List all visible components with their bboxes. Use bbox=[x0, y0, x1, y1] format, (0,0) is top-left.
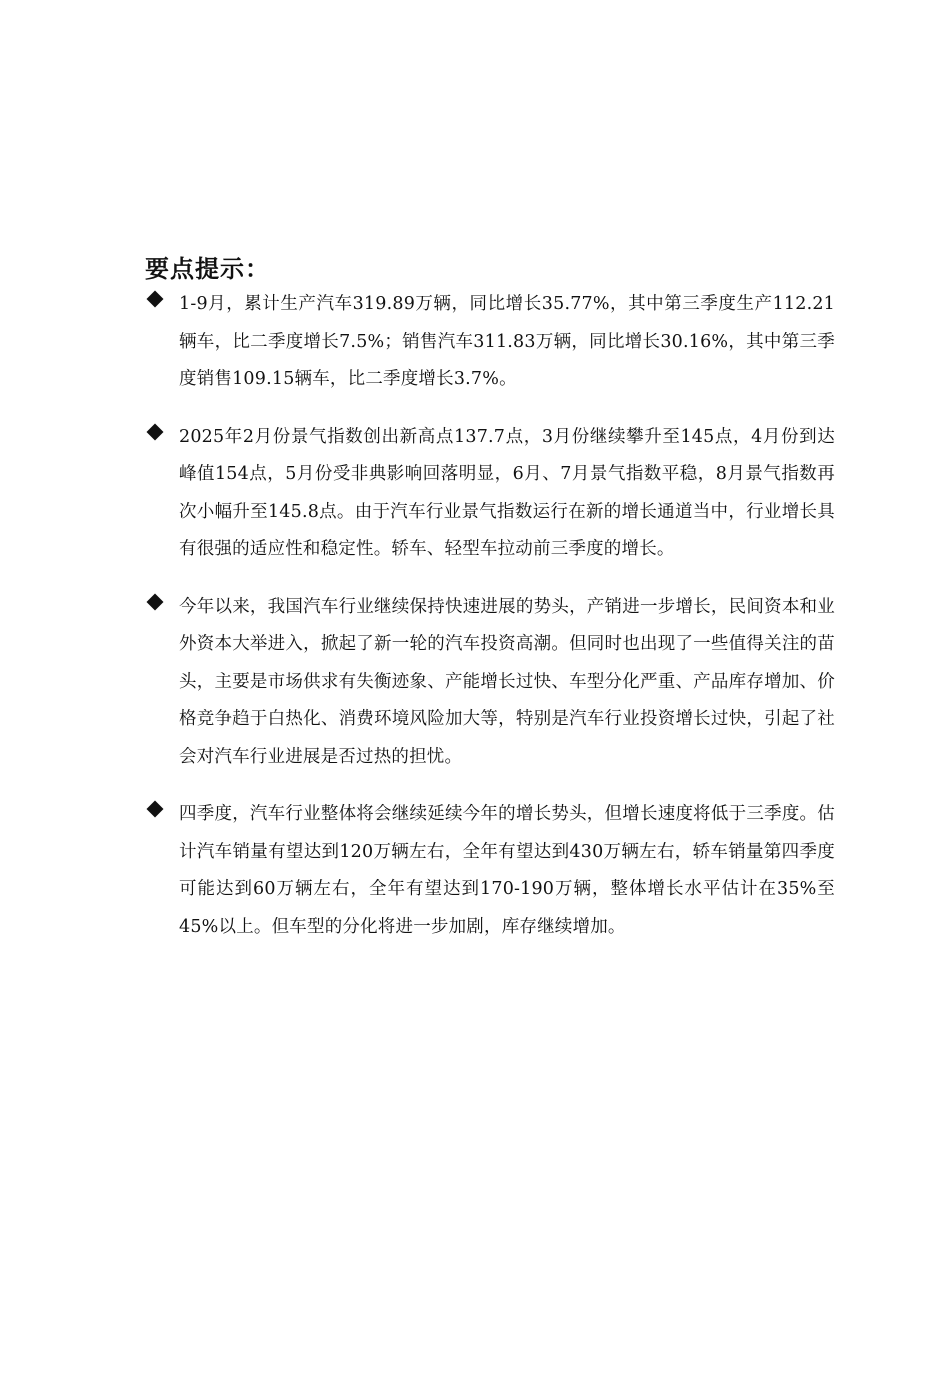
diamond-bullet-icon bbox=[147, 291, 164, 308]
diamond-bullet-icon bbox=[147, 423, 164, 440]
key-points-list bbox=[145, 286, 835, 966]
key-point-text: 四季度，汽车行业整体将会继续延续今年的增长势头，但增长速度将低于三季度。估计汽车销量有望达到120万辆左右，全年有望达到430万辆左右，轿车销量第四季度可能达到60万辆左右，全年有望达到170-190万辆，整体增长水平估计在35%至45%以上。但车型的分化将进一步加剧，库存继续增加。 bbox=[179, 804, 835, 937]
key-point-1 bbox=[145, 286, 835, 399]
key-point-3 bbox=[145, 589, 835, 777]
key-point-4 bbox=[145, 796, 835, 946]
key-point-text: 1-9月，累计生产汽车319.89万辆，同比增长35.77%，其中第三季度生产112.21辆车，比二季度增长7.5%；销售汽车311.83万辆，同比增长30.16%，其中第三季度销售109.15辆车，比二季度增长3.7%。 bbox=[179, 294, 835, 389]
diamond-bullet-icon bbox=[147, 801, 164, 818]
key-point-text: 2025年2月份景气指数创出新高点137.7点，3月份继续攀升至145点，4月份到达峰值154点，5月份受非典影响回落明显，6月、7月景气指数平稳，8月景气指数再次小幅升至145.8点。由于汽车行业景气指数运行在新的增长通道当中，行业增长具有很强的适应性和稳定性。轿车、轻型车拉动前三季度的增长。 bbox=[179, 426, 835, 559]
section-heading: 要点提示： bbox=[145, 255, 270, 283]
key-point-2 bbox=[145, 419, 835, 569]
key-point-text: 今年以来，我国汽车行业继续保持快速进展的势头，产销进一步增长，民间资本和业外资本大举进入，掀起了新一轮的汽车投资高潮。但同时也出现了一些值得关注的苗头，主要是市场供求有失衡迹象、产能增长过快、车型分化严重、产品库存增加、价格竞争趋于白热化、消费环境风险加大等，特别是汽车行业投资增长过快，引起了社会对汽车行业进展是否过热的担忧。 bbox=[179, 596, 835, 767]
diamond-bullet-icon bbox=[147, 593, 164, 610]
